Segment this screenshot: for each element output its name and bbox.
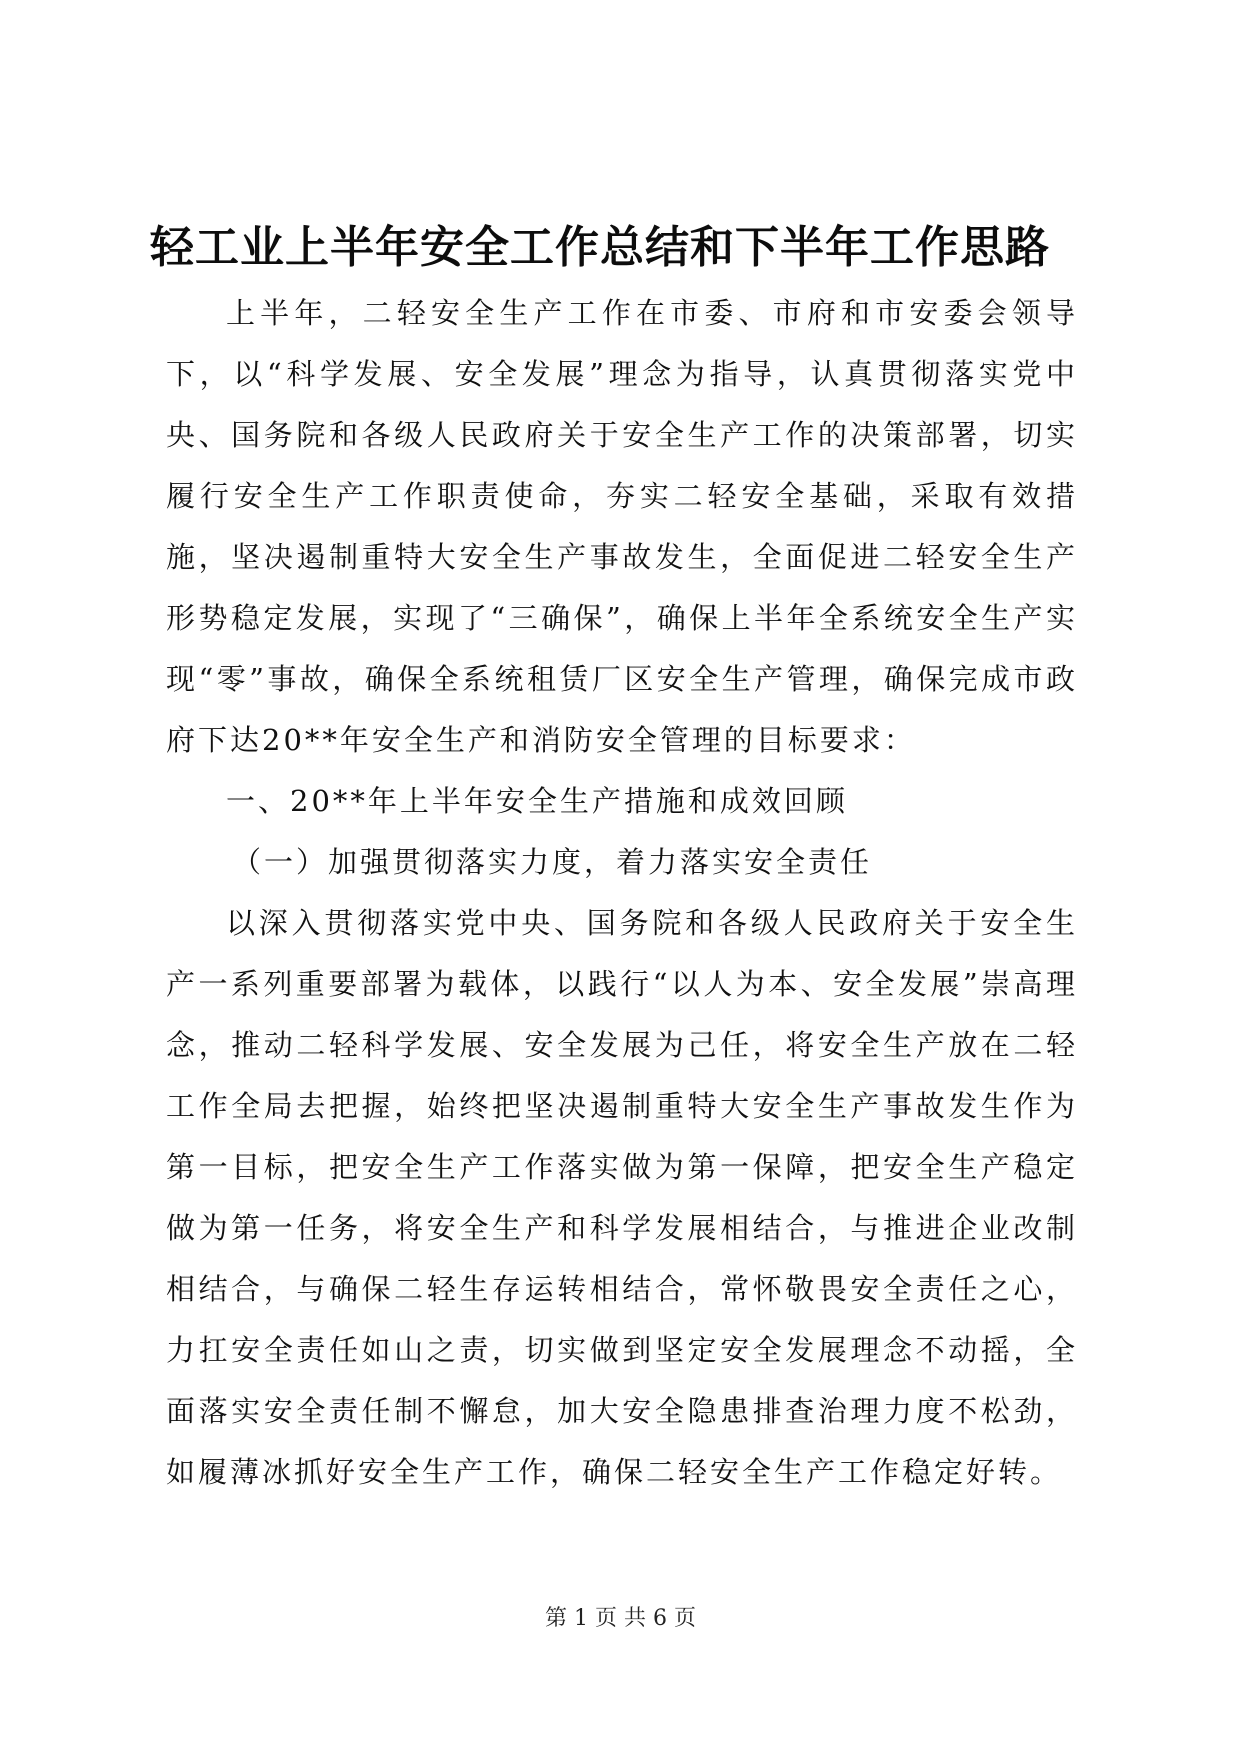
intro-paragraph: 上半年，二轻安全生产工作在市委、市府和市安委会领导下，以“科学发展、安全发展”理念为指导，认真贯彻落实党中央、国务院和各级人民政府关于安全生产工作的决策部署，切实履行安全生产工作职责使命，夯实二轻安全基础，采取有效措施，坚决遏制重特大安全生产事故发生，全面促进二轻安全生产形势稳定发展，实现了“三确保”，确保上半年全系统安全生产实现“零”事故，确保全系统租赁厂区安全生产管理，确保完成市政府下达20**年安全生产和消防安全管理的目标要求：	[166, 296, 1078, 757]
page-footer: 第 1 页 共 6 页	[545, 1606, 696, 1631]
document-body	[166, 283, 1078, 1503]
section-heading: 一、20**年上半年安全生产措施和成效回顾	[226, 784, 848, 818]
subsection-heading: （一）加强贯彻落实力度，着力落实安全责任	[232, 845, 873, 879]
body-paragraph: 以深入贯彻落实党中央、国务院和各级人民政府关于安全生产一系列重要部署为载体，以践行“以人为本、安全发展”崇高理念，推动二轻科学发展、安全发展为己任，将安全生产放在二轻工作全局去把握，始终把坚决遏制重特大安全生产事故发生作为第一目标，把安全生产工作落实做为第一保障，把安全生产稳定做为第一任务，将安全生产和科学发展相结合，与推进企业改制相结合，与确保二轻生存运转相结合，常怀敬畏安全责任之心，力扛安全责任如山之责，切实做到坚定安全发展理念不动摇，全面落实安全责任制不懈怠，加大安全隐患排查治理力度不松劲，如履薄冰抓好安全生产工作，确保二轻安全生产工作稳定好转。	[166, 906, 1078, 1489]
document-title: 轻工业上半年安全工作总结和下半年工作思路	[150, 222, 1050, 273]
